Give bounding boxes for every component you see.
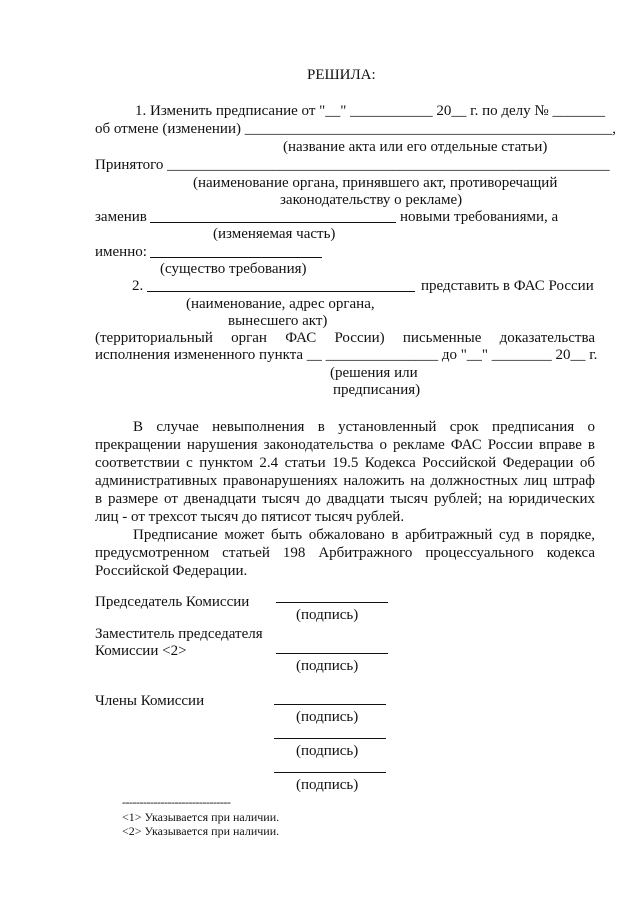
item1-line4-blank bbox=[150, 222, 396, 223]
para2-line-1: Предписание может быть обжаловано в арбитражный суд в порядке, bbox=[133, 527, 595, 543]
para2-line-3: Российской Федерации. bbox=[95, 563, 248, 579]
member3-sign-line bbox=[274, 772, 386, 773]
chair-label: Председатель Комиссии bbox=[95, 594, 250, 610]
member3-sign-caption: (подпись) bbox=[296, 777, 359, 793]
chair-sign-line bbox=[276, 602, 388, 603]
deputy-label-2: Комиссии <2> bbox=[95, 643, 187, 659]
para2-line-2: предусмотренном статьей 198 Арбитражного процессуального кодекса bbox=[95, 545, 595, 561]
heading: РЕШИЛА: bbox=[307, 67, 376, 83]
item1-line5-hint: (существо требования) bbox=[160, 261, 307, 277]
para1-line-2: прекращении нарушения законодательства о рекламе ФАС России вправе в bbox=[95, 437, 595, 453]
member2-sign-line bbox=[274, 738, 386, 739]
para1-line-6: лиц - от трехсот тысяч до пятисот тысяч рублей. bbox=[95, 509, 405, 525]
item1-line4-tail: новыми требованиями, а bbox=[400, 209, 559, 225]
item2-line3-hint-1: (решения или bbox=[330, 365, 418, 381]
item2-number: 2. bbox=[132, 278, 144, 294]
footnote-1: <1> Указывается при наличии. bbox=[122, 810, 280, 824]
item1-line4-label: заменив bbox=[95, 209, 147, 225]
item1-line5-label: именно: bbox=[95, 244, 147, 260]
deputy-label-1: Заместитель председателя bbox=[95, 626, 263, 642]
item2-line3-hint-2: предписания) bbox=[333, 382, 421, 398]
item1-line1: 1. Изменить предписание от "__" ___________ 20__ г. по делу № _______ bbox=[135, 103, 605, 119]
deputy-sign-line bbox=[276, 653, 388, 654]
item2-hint-1: (наименование, адрес органа, bbox=[186, 296, 375, 312]
para1-line-1: В случае невыполнения в установленный срок предписания о bbox=[133, 419, 595, 435]
item2-hint-2: вынесшего акт) bbox=[228, 313, 328, 329]
item1-line3-hint-1: (наименование органа, принявшего акт, противоречащий bbox=[193, 175, 558, 191]
chair-sign-caption: (подпись) bbox=[296, 607, 359, 623]
member2-sign-caption: (подпись) bbox=[296, 743, 359, 759]
item1-line5-blank bbox=[150, 257, 322, 258]
para1-line-4: административных правонарушениях наложить на должностных лиц штраф bbox=[95, 473, 595, 489]
member1-sign-caption: (подпись) bbox=[296, 709, 359, 725]
members-label: Члены Комиссии bbox=[95, 693, 205, 709]
item1-line4-hint: (изменяемая часть) bbox=[213, 226, 336, 242]
deputy-sign-caption: (подпись) bbox=[296, 658, 359, 674]
item1-line2-hint: (название акта или его отдельные статьи) bbox=[283, 139, 548, 155]
item1-line3-hint-2: законодательству о рекламе) bbox=[280, 192, 463, 208]
para1-line-3: соответствии с пунктом 2.4 статьи 19.5 Кодекса Российской Федерации об bbox=[95, 455, 595, 471]
para1-line-5: в размере от двенадцати тысяч до двадцати тысяч рублей; на юридических bbox=[95, 491, 595, 507]
item2-line2: (территориальный орган ФАС России) письменные доказательства bbox=[95, 330, 595, 346]
item2-line1-tail: представить в ФАС России bbox=[421, 278, 594, 294]
item2-line1-blank bbox=[147, 291, 415, 292]
item1-line2: об отмене (изменении) _________________________________________________, bbox=[95, 121, 616, 137]
item2-line3: исполнения измененного пункта __ _______________ до "__" ________ 20__ г. bbox=[95, 347, 598, 363]
footnote-separator: ------------------------------- bbox=[122, 795, 231, 809]
item1-line3: Принятого ___________________________________________________________ bbox=[95, 157, 610, 173]
footnote-2: <2> Указывается при наличии. bbox=[122, 824, 280, 838]
member1-sign-line bbox=[274, 704, 386, 705]
